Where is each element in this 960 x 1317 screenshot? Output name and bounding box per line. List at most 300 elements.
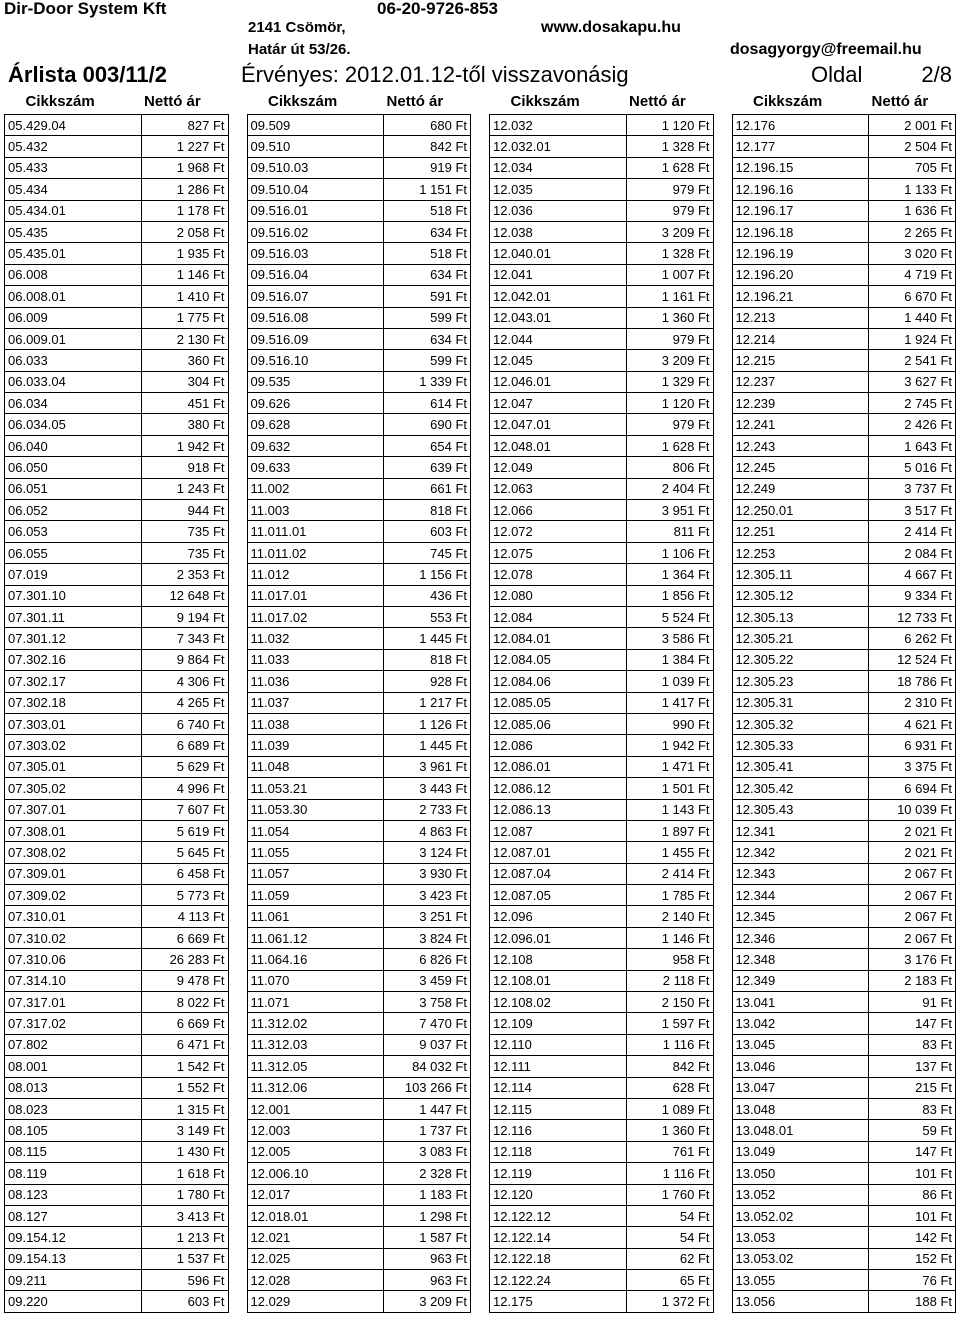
price-table bbox=[0, 88, 960, 1313]
table-row bbox=[5, 350, 229, 371]
item-code: 09.632 bbox=[247, 435, 384, 456]
item-code: 13.053 bbox=[732, 1227, 869, 1248]
table-row bbox=[732, 393, 956, 414]
table-row bbox=[247, 1034, 471, 1055]
net-price: 1 161 Ft bbox=[626, 286, 713, 307]
item-code: 11.012 bbox=[247, 564, 384, 585]
item-code: 09.516.03 bbox=[247, 243, 384, 264]
table-row bbox=[490, 179, 714, 200]
net-price: 2 328 Ft bbox=[384, 1163, 471, 1184]
net-price: 101 Ft bbox=[869, 1205, 956, 1226]
net-price: 2 001 Ft bbox=[869, 115, 956, 136]
net-price: 188 Ft bbox=[869, 1291, 956, 1312]
net-price: 919 Ft bbox=[384, 157, 471, 178]
net-price: 3 961 Ft bbox=[384, 756, 471, 777]
net-price: 10 039 Ft bbox=[869, 799, 956, 820]
table-row bbox=[490, 1034, 714, 1055]
table-row bbox=[247, 756, 471, 777]
table-row bbox=[247, 606, 471, 627]
item-code: 11.003 bbox=[247, 500, 384, 521]
table-row bbox=[490, 457, 714, 478]
net-price: 5 629 Ft bbox=[141, 756, 228, 777]
table-row bbox=[732, 1120, 956, 1141]
item-code: 12.119 bbox=[490, 1163, 627, 1184]
net-price: 3 586 Ft bbox=[626, 628, 713, 649]
net-price: 2 414 Ft bbox=[869, 521, 956, 542]
item-code: 12.241 bbox=[732, 414, 869, 435]
table-row bbox=[247, 542, 471, 563]
item-code: 07.301.11 bbox=[5, 606, 142, 627]
net-price: 12 733 Ft bbox=[869, 606, 956, 627]
table-row bbox=[5, 1270, 229, 1291]
table-row bbox=[247, 820, 471, 841]
table-row bbox=[732, 328, 956, 349]
item-code: 11.071 bbox=[247, 992, 384, 1013]
item-code: 12.080 bbox=[490, 585, 627, 606]
item-code: 12.120 bbox=[490, 1184, 627, 1205]
table-row bbox=[247, 1098, 471, 1119]
net-price: 553 Ft bbox=[384, 606, 471, 627]
item-code: 12.049 bbox=[490, 457, 627, 478]
item-code: 12.028 bbox=[247, 1270, 384, 1291]
table-row bbox=[732, 1163, 956, 1184]
item-code: 06.008.01 bbox=[5, 286, 142, 307]
item-code: 09.509 bbox=[247, 115, 384, 136]
item-code: 13.042 bbox=[732, 1013, 869, 1034]
item-code: 12.021 bbox=[247, 1227, 384, 1248]
net-price: 2 265 Ft bbox=[869, 221, 956, 242]
item-code: 11.070 bbox=[247, 970, 384, 991]
net-price: 1 440 Ft bbox=[869, 307, 956, 328]
net-price: 1 120 Ft bbox=[626, 393, 713, 414]
price-block-4 bbox=[732, 114, 957, 1313]
table-row bbox=[5, 179, 229, 200]
table-row bbox=[732, 221, 956, 242]
column-header-code: Cikkszám bbox=[268, 92, 338, 110]
item-code: 12.110 bbox=[490, 1034, 627, 1055]
table-row bbox=[490, 221, 714, 242]
table-row bbox=[732, 179, 956, 200]
net-price: 1 116 Ft bbox=[626, 1034, 713, 1055]
table-row bbox=[732, 885, 956, 906]
item-code: 12.239 bbox=[732, 393, 869, 414]
net-price: 1 780 Ft bbox=[141, 1184, 228, 1205]
table-row bbox=[247, 1077, 471, 1098]
table-row bbox=[732, 136, 956, 157]
table-row bbox=[247, 371, 471, 392]
net-price: 1 315 Ft bbox=[141, 1098, 228, 1119]
table-row bbox=[247, 906, 471, 927]
net-price: 2 150 Ft bbox=[626, 992, 713, 1013]
table-row bbox=[247, 778, 471, 799]
item-code: 12.085.06 bbox=[490, 713, 627, 734]
net-price: 1 410 Ft bbox=[141, 286, 228, 307]
item-code: 07.310.01 bbox=[5, 906, 142, 927]
net-price: 3 209 Ft bbox=[384, 1291, 471, 1312]
item-code: 12.003 bbox=[247, 1120, 384, 1141]
table-row bbox=[247, 414, 471, 435]
table-row bbox=[490, 1205, 714, 1226]
net-price: 614 Ft bbox=[384, 393, 471, 414]
net-price: 1 471 Ft bbox=[626, 756, 713, 777]
item-code: 12.096 bbox=[490, 906, 627, 927]
net-price: 3 083 Ft bbox=[384, 1141, 471, 1162]
item-code: 06.033 bbox=[5, 350, 142, 371]
net-price: 2 404 Ft bbox=[626, 478, 713, 499]
net-price: 2 130 Ft bbox=[141, 328, 228, 349]
net-price: 6 458 Ft bbox=[141, 863, 228, 884]
net-price: 3 951 Ft bbox=[626, 500, 713, 521]
table-row bbox=[5, 885, 229, 906]
table-row bbox=[732, 692, 956, 713]
net-price: 2 067 Ft bbox=[869, 906, 956, 927]
table-row bbox=[732, 1034, 956, 1055]
table-row bbox=[247, 927, 471, 948]
table-row bbox=[5, 414, 229, 435]
table-row bbox=[490, 1291, 714, 1312]
table-row bbox=[732, 435, 956, 456]
table-row bbox=[490, 542, 714, 563]
item-code: 07.305.01 bbox=[5, 756, 142, 777]
item-code: 12.032 bbox=[490, 115, 627, 136]
table-row bbox=[490, 671, 714, 692]
column-header-price: Nettó ár bbox=[871, 92, 929, 110]
address-city: 2141 Csömör, bbox=[248, 19, 346, 36]
item-code: 12.122.24 bbox=[490, 1270, 627, 1291]
table-row bbox=[5, 1291, 229, 1312]
item-code: 12.344 bbox=[732, 885, 869, 906]
table-row bbox=[5, 264, 229, 285]
item-code: 11.017.02 bbox=[247, 606, 384, 627]
item-code: 06.052 bbox=[5, 500, 142, 521]
item-code: 08.119 bbox=[5, 1163, 142, 1184]
item-code: 07.317.02 bbox=[5, 1013, 142, 1034]
table-row bbox=[732, 243, 956, 264]
net-price: 1 785 Ft bbox=[626, 885, 713, 906]
item-code: 12.196.15 bbox=[732, 157, 869, 178]
table-row bbox=[5, 286, 229, 307]
net-price: 1 106 Ft bbox=[626, 542, 713, 563]
table-row bbox=[5, 778, 229, 799]
net-price: 1 328 Ft bbox=[626, 136, 713, 157]
table-row bbox=[490, 1227, 714, 1248]
net-price: 12 648 Ft bbox=[141, 585, 228, 606]
price-block-2 bbox=[247, 114, 472, 1313]
net-price: 979 Ft bbox=[626, 414, 713, 435]
table-row bbox=[5, 756, 229, 777]
net-price: 86 Ft bbox=[869, 1184, 956, 1205]
net-price: 818 Ft bbox=[384, 500, 471, 521]
item-code: 12.114 bbox=[490, 1077, 627, 1098]
table-row bbox=[5, 949, 229, 970]
item-code: 07.308.02 bbox=[5, 842, 142, 863]
item-code: 12.086 bbox=[490, 735, 627, 756]
net-price: 9 864 Ft bbox=[141, 649, 228, 670]
column-header-code: Cikkszám bbox=[25, 92, 95, 110]
table-row bbox=[732, 970, 956, 991]
email-link[interactable]: dosagyorgy@freemail.hu bbox=[730, 41, 922, 58]
table-row bbox=[732, 1227, 956, 1248]
item-code: 09.628 bbox=[247, 414, 384, 435]
item-code: 06.009.01 bbox=[5, 328, 142, 349]
table-row bbox=[490, 200, 714, 221]
net-price: 1 417 Ft bbox=[626, 692, 713, 713]
company-name: Dir-Door System Kft bbox=[4, 0, 167, 18]
net-price: 1 628 Ft bbox=[626, 157, 713, 178]
item-code: 05.434.01 bbox=[5, 200, 142, 221]
net-price: 1 597 Ft bbox=[626, 1013, 713, 1034]
item-code: 13.052.02 bbox=[732, 1205, 869, 1226]
net-price: 806 Ft bbox=[626, 457, 713, 478]
item-code: 08.001 bbox=[5, 1056, 142, 1077]
item-code: 12.177 bbox=[732, 136, 869, 157]
item-code: 12.109 bbox=[490, 1013, 627, 1034]
table-row bbox=[490, 906, 714, 927]
item-code: 12.087.04 bbox=[490, 863, 627, 884]
net-price: 1 968 Ft bbox=[141, 157, 228, 178]
table-row bbox=[490, 478, 714, 499]
table-row bbox=[490, 350, 714, 371]
net-price: 147 Ft bbox=[869, 1141, 956, 1162]
net-price: 2 067 Ft bbox=[869, 927, 956, 948]
table-row bbox=[5, 735, 229, 756]
item-code: 12.040.01 bbox=[490, 243, 627, 264]
table-row bbox=[490, 1270, 714, 1291]
item-code: 07.314.10 bbox=[5, 970, 142, 991]
net-price: 591 Ft bbox=[384, 286, 471, 307]
table-row bbox=[490, 564, 714, 585]
table-row bbox=[247, 115, 471, 136]
net-price: 6 670 Ft bbox=[869, 286, 956, 307]
net-price: 2 140 Ft bbox=[626, 906, 713, 927]
table-row bbox=[732, 606, 956, 627]
net-price: 1 445 Ft bbox=[384, 735, 471, 756]
website-link[interactable]: www.dosakapu.hu bbox=[541, 19, 681, 36]
table-row bbox=[5, 1227, 229, 1248]
table-row bbox=[5, 992, 229, 1013]
item-code: 12.001 bbox=[247, 1098, 384, 1119]
net-price: 3 824 Ft bbox=[384, 927, 471, 948]
item-code: 08.013 bbox=[5, 1077, 142, 1098]
table-row bbox=[5, 649, 229, 670]
table-row bbox=[5, 628, 229, 649]
table-row bbox=[5, 820, 229, 841]
table-row bbox=[490, 756, 714, 777]
item-code: 12.041 bbox=[490, 264, 627, 285]
column-header-code: Cikkszám bbox=[753, 92, 823, 110]
item-code: 13.050 bbox=[732, 1163, 869, 1184]
net-price: 745 Ft bbox=[384, 542, 471, 563]
column-header-group bbox=[247, 88, 472, 114]
item-code: 09.516.10 bbox=[247, 350, 384, 371]
table-row bbox=[247, 1056, 471, 1077]
item-code: 07.310.02 bbox=[5, 927, 142, 948]
item-code: 09.516.08 bbox=[247, 307, 384, 328]
table-row bbox=[490, 1141, 714, 1162]
item-code: 11.312.05 bbox=[247, 1056, 384, 1077]
net-price: 1 775 Ft bbox=[141, 307, 228, 328]
net-price: 3 124 Ft bbox=[384, 842, 471, 863]
price-block-1 bbox=[4, 114, 229, 1313]
item-code: 12.108 bbox=[490, 949, 627, 970]
item-code: 12.196.17 bbox=[732, 200, 869, 221]
item-code: 12.305.42 bbox=[732, 778, 869, 799]
table-row bbox=[247, 350, 471, 371]
item-code: 06.034 bbox=[5, 393, 142, 414]
table-row bbox=[5, 243, 229, 264]
table-row bbox=[490, 328, 714, 349]
item-code: 12.045 bbox=[490, 350, 627, 371]
item-code: 12.118 bbox=[490, 1141, 627, 1162]
net-price: 3 209 Ft bbox=[626, 221, 713, 242]
net-price: 979 Ft bbox=[626, 328, 713, 349]
net-price: 8 022 Ft bbox=[141, 992, 228, 1013]
table-row bbox=[247, 307, 471, 328]
item-code: 12.305.23 bbox=[732, 671, 869, 692]
table-row bbox=[5, 692, 229, 713]
table-row bbox=[247, 1120, 471, 1141]
table-row bbox=[5, 863, 229, 884]
item-code: 12.043.01 bbox=[490, 307, 627, 328]
table-row bbox=[5, 328, 229, 349]
item-code: 12.017 bbox=[247, 1184, 384, 1205]
table-row bbox=[732, 414, 956, 435]
item-code: 11.011.01 bbox=[247, 521, 384, 542]
net-price: 518 Ft bbox=[384, 200, 471, 221]
table-row bbox=[5, 307, 229, 328]
table-row bbox=[247, 328, 471, 349]
item-code: 12.086.12 bbox=[490, 778, 627, 799]
net-price: 147 Ft bbox=[869, 1013, 956, 1034]
item-code: 05.432 bbox=[5, 136, 142, 157]
table-row bbox=[732, 1056, 956, 1077]
table-row bbox=[732, 735, 956, 756]
table-row bbox=[732, 778, 956, 799]
net-price: 963 Ft bbox=[384, 1270, 471, 1291]
net-price: 6 669 Ft bbox=[141, 927, 228, 948]
item-code: 12.122.14 bbox=[490, 1227, 627, 1248]
net-price: 5 645 Ft bbox=[141, 842, 228, 863]
table-row bbox=[5, 435, 229, 456]
net-price: 1 133 Ft bbox=[869, 179, 956, 200]
net-price: 65 Ft bbox=[626, 1270, 713, 1291]
net-price: 76 Ft bbox=[869, 1270, 956, 1291]
net-price: 639 Ft bbox=[384, 457, 471, 478]
net-price: 1 942 Ft bbox=[141, 435, 228, 456]
net-price: 842 Ft bbox=[384, 136, 471, 157]
item-code: 12.072 bbox=[490, 521, 627, 542]
table-row bbox=[247, 649, 471, 670]
table-row bbox=[732, 1141, 956, 1162]
item-code: 12.034 bbox=[490, 157, 627, 178]
net-price: 2 733 Ft bbox=[384, 799, 471, 820]
net-price: 2 021 Ft bbox=[869, 820, 956, 841]
item-code: 11.037 bbox=[247, 692, 384, 713]
table-row bbox=[732, 842, 956, 863]
net-price: 1 146 Ft bbox=[626, 927, 713, 948]
item-code: 13.048 bbox=[732, 1098, 869, 1119]
net-price: 2 058 Ft bbox=[141, 221, 228, 242]
item-code: 12.343 bbox=[732, 863, 869, 884]
item-code: 06.053 bbox=[5, 521, 142, 542]
item-code: 12.196.21 bbox=[732, 286, 869, 307]
item-code: 09.510.03 bbox=[247, 157, 384, 178]
net-price: 9 037 Ft bbox=[384, 1034, 471, 1055]
column-header-group bbox=[4, 88, 229, 114]
item-code: 06.050 bbox=[5, 457, 142, 478]
net-price: 1 339 Ft bbox=[384, 371, 471, 392]
item-code: 12.348 bbox=[732, 949, 869, 970]
net-price: 4 719 Ft bbox=[869, 264, 956, 285]
item-code: 08.115 bbox=[5, 1141, 142, 1162]
item-code: 13.056 bbox=[732, 1291, 869, 1312]
table-row bbox=[247, 713, 471, 734]
net-price: 7 470 Ft bbox=[384, 1013, 471, 1034]
table-row bbox=[247, 500, 471, 521]
net-price: 1 156 Ft bbox=[384, 564, 471, 585]
table-row bbox=[490, 628, 714, 649]
net-price: 83 Ft bbox=[869, 1034, 956, 1055]
net-price: 152 Ft bbox=[869, 1248, 956, 1269]
net-price: 811 Ft bbox=[626, 521, 713, 542]
table-row bbox=[490, 136, 714, 157]
table-row bbox=[490, 606, 714, 627]
net-price: 634 Ft bbox=[384, 264, 471, 285]
net-price: 451 Ft bbox=[141, 393, 228, 414]
item-code: 12.038 bbox=[490, 221, 627, 242]
net-price: 91 Ft bbox=[869, 992, 956, 1013]
table-row bbox=[247, 799, 471, 820]
net-price: 103 266 Ft bbox=[384, 1077, 471, 1098]
net-price: 596 Ft bbox=[141, 1270, 228, 1291]
item-code: 11.055 bbox=[247, 842, 384, 863]
table-row bbox=[247, 1248, 471, 1269]
table-row bbox=[732, 992, 956, 1013]
table-row bbox=[732, 927, 956, 948]
net-price: 1 942 Ft bbox=[626, 735, 713, 756]
net-price: 3 758 Ft bbox=[384, 992, 471, 1013]
net-price: 680 Ft bbox=[384, 115, 471, 136]
item-code: 09.516.07 bbox=[247, 286, 384, 307]
net-price: 6 689 Ft bbox=[141, 735, 228, 756]
table-row bbox=[5, 1034, 229, 1055]
net-price: 380 Ft bbox=[141, 414, 228, 435]
item-code: 06.033.04 bbox=[5, 371, 142, 392]
table-row bbox=[732, 264, 956, 285]
net-price: 3 443 Ft bbox=[384, 778, 471, 799]
net-price: 142 Ft bbox=[869, 1227, 956, 1248]
item-code: 11.048 bbox=[247, 756, 384, 777]
table-row bbox=[732, 649, 956, 670]
item-code: 12.305.43 bbox=[732, 799, 869, 820]
net-price: 1 213 Ft bbox=[141, 1227, 228, 1248]
net-price: 735 Ft bbox=[141, 521, 228, 542]
table-row bbox=[732, 1013, 956, 1034]
net-price: 360 Ft bbox=[141, 350, 228, 371]
net-price: 54 Ft bbox=[626, 1205, 713, 1226]
table-row bbox=[247, 585, 471, 606]
table-row bbox=[732, 521, 956, 542]
net-price: 6 262 Ft bbox=[869, 628, 956, 649]
net-price: 990 Ft bbox=[626, 713, 713, 734]
item-code: 05.429.04 bbox=[5, 115, 142, 136]
net-price: 436 Ft bbox=[384, 585, 471, 606]
net-price: 1 501 Ft bbox=[626, 778, 713, 799]
item-code: 07.302.17 bbox=[5, 671, 142, 692]
item-code: 11.002 bbox=[247, 478, 384, 499]
net-price: 2 504 Ft bbox=[869, 136, 956, 157]
net-price: 83 Ft bbox=[869, 1098, 956, 1119]
